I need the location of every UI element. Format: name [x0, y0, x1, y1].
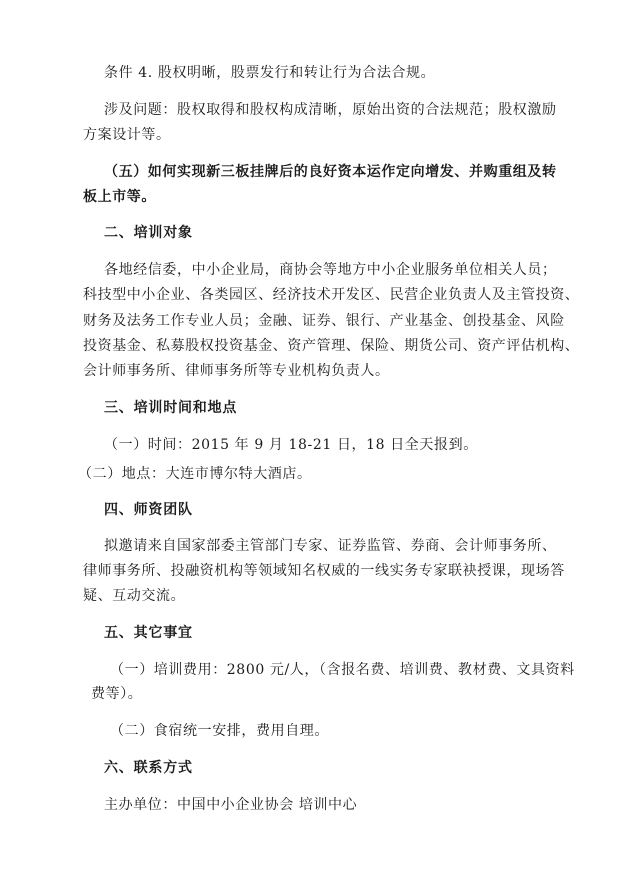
section-2-line: 科技型中小企业、各类园区、经济技术开发区、民营企业负责人及主管投资、 — [83, 287, 580, 303]
section-2-line: 投资基金、私募股权投资基金、资产管理、保险、期货公司、资产评估机构、 — [83, 338, 580, 354]
section-5-lodging: （二）食宿统一安排，费用自理。 — [110, 723, 329, 739]
section-5-fee-line-2: 费等）。 — [91, 686, 143, 702]
item-5-line-2: 板上市等。 — [83, 189, 156, 205]
section-5-heading: 五、其它事宜 — [104, 625, 193, 641]
section-2-line: 财务及法务工作专业人员；金融、证券、银行、产业基金、创投基金、风险 — [83, 313, 565, 329]
section-2-line: 各地经信委，中小企业局，商协会等地方中小企业服务单位相关人员； — [104, 262, 557, 278]
section-6-heading: 六、联系方式 — [104, 760, 193, 776]
section-4-line: 拟邀请来自国家部委主管部门专家、证券监管、券商、会计师事务所、 — [104, 538, 557, 554]
section-3-time: （一）时间：2015 年 9 月 18-21 日，18 日全天报到。 — [104, 437, 478, 453]
section-2-line: 会计师事务所、律师事务所等专业机构负责人。 — [83, 363, 390, 379]
section-4-line: 律师事务所、投融资机构等领域知名权威的一线实务专家联袂授课，现场答 — [83, 563, 565, 579]
section-5-fee-line-1: （一）培训费用：2800 元/人，（含报名费、培训费、教材费、文具资料 — [110, 662, 575, 678]
section-3-heading: 三、培训时间和地点 — [104, 400, 238, 416]
section-4-line: 疑、互动交流。 — [83, 588, 186, 604]
issues-line-2: 方案设计等。 — [83, 127, 171, 143]
issues-line-1: 涉及问题：股权取得和股权构成清晰，原始出资的合法规范；股权激励 — [104, 102, 557, 118]
section-2-heading: 二、培训对象 — [104, 225, 193, 241]
condition-4-text: 条件 4. 股权明晰，股票发行和转让行为合法合规。 — [104, 65, 436, 81]
section-4-heading: 四、师资团队 — [104, 502, 193, 518]
section-6-organizer: 主办单位：中国中小企业协会 培训中心 — [104, 797, 358, 813]
item-5-line-1: （五）如何实现新三板挂牌后的良好资本运作定向增发、并购重组及转 — [104, 164, 557, 180]
section-3-place: （二）地点：大连市博尔特大酒店。 — [78, 466, 312, 482]
